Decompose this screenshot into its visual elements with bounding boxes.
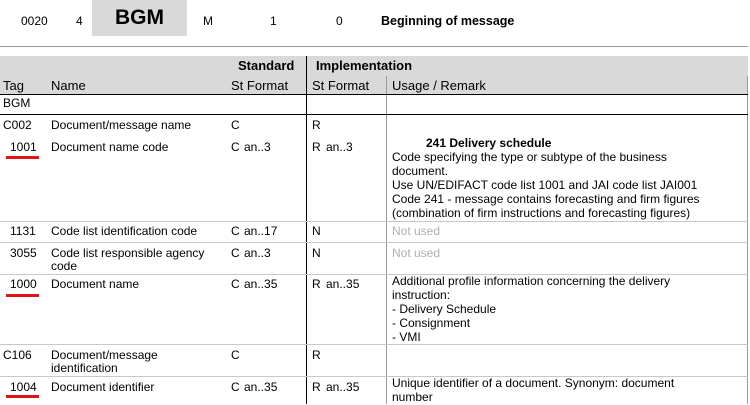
table-row-tag: 1131 bbox=[10, 224, 36, 238]
table-row-status: C bbox=[231, 118, 240, 132]
table-row-impl-format: an..35 bbox=[326, 380, 360, 394]
divider-right bbox=[747, 76, 748, 404]
segment-header bbox=[0, 0, 750, 44]
table-row-impl-status: N bbox=[312, 224, 321, 238]
segment-status: M bbox=[203, 14, 213, 28]
highlight-underline bbox=[6, 294, 39, 297]
table-row-name: Document identifier bbox=[51, 380, 155, 394]
segment-extra: 0 bbox=[336, 14, 343, 28]
table-row-impl-format: an..3 bbox=[326, 140, 353, 154]
row-divider bbox=[0, 242, 748, 243]
usage-title: 241 Delivery schedule bbox=[426, 136, 552, 150]
table-row-name: Document name code bbox=[51, 140, 169, 154]
usage-line: - Consignment bbox=[392, 316, 471, 330]
usage-not-used: Not used bbox=[392, 246, 441, 260]
table-row-format: an..35 bbox=[244, 277, 278, 291]
table-row-tag: 1001 bbox=[10, 140, 37, 154]
table-row-tag: C106 bbox=[3, 348, 32, 362]
table-row-format: an..17 bbox=[244, 224, 278, 238]
table-row-name-cont: identification bbox=[51, 361, 118, 375]
table-row-format: an..3 bbox=[244, 246, 271, 260]
highlight-underline bbox=[6, 156, 39, 159]
table-row-tag: 1000 bbox=[10, 277, 37, 291]
table-row-tag: 1004 bbox=[10, 380, 37, 394]
col-std-format-header: St Format bbox=[231, 78, 289, 93]
table-row-impl-status: N bbox=[312, 246, 321, 260]
table-row-name: Code list responsible agency bbox=[51, 246, 205, 260]
table-row-name: Code list identification code bbox=[51, 224, 198, 238]
table-row-tag: BGM bbox=[3, 96, 31, 110]
header-divider bbox=[0, 46, 748, 47]
row-divider bbox=[0, 344, 748, 345]
table-row-impl-status: R bbox=[312, 380, 321, 394]
standard-header: Standard bbox=[238, 58, 295, 73]
table-row-status: C bbox=[231, 348, 240, 362]
usage-line: instruction: bbox=[392, 288, 451, 302]
col-usage-header: Usage / Remark bbox=[392, 78, 486, 93]
table-row-tag: C002 bbox=[3, 118, 32, 132]
table-row-impl-status: R bbox=[312, 348, 321, 362]
header-bottom-line bbox=[0, 94, 748, 95]
table-row-format: an..3 bbox=[244, 140, 271, 154]
col-tag-header: Tag bbox=[3, 78, 24, 93]
table-row-impl-status: R bbox=[312, 277, 321, 291]
table-row-name: Document name bbox=[51, 277, 140, 291]
table-row-name-cont: code bbox=[51, 259, 78, 273]
table-row-status: C bbox=[231, 246, 240, 260]
col-impl-format-header: St Format bbox=[312, 78, 370, 93]
table-row-status: C bbox=[231, 380, 240, 394]
segment-title: Beginning of message bbox=[381, 14, 515, 28]
table-row-status: C bbox=[231, 140, 240, 154]
table-row-impl-format: an..35 bbox=[326, 277, 360, 291]
divider-usage bbox=[386, 76, 387, 404]
table-row-format: an..35 bbox=[244, 380, 278, 394]
table-row-status: C bbox=[231, 224, 240, 238]
usage-line: - Delivery Schedule bbox=[392, 302, 497, 316]
row-divider bbox=[0, 221, 748, 222]
table-column-header bbox=[0, 76, 748, 94]
table-row-name: Document/message name bbox=[51, 118, 192, 132]
usage-not-used: Not used bbox=[392, 224, 441, 238]
segment-repeat: 1 bbox=[270, 14, 277, 28]
highlight-underline bbox=[6, 395, 39, 398]
segment-level: 4 bbox=[76, 14, 83, 28]
implementation-header: Implementation bbox=[316, 58, 413, 73]
usage-line: Additional profile information concerning the delivery bbox=[392, 274, 671, 288]
usage-line: Code specifying the type or subtype of the business bbox=[392, 150, 667, 164]
table-row-name: Document/message bbox=[51, 348, 158, 362]
table-group-header bbox=[0, 56, 748, 76]
table-row-status: C bbox=[231, 277, 240, 291]
usage-line: Code 241 - message contains forecasting and firm figures bbox=[392, 192, 700, 206]
segment-tag: BGM bbox=[115, 6, 164, 29]
usage-line: Use UN/EDIFACT code list 1001 and JAI code list JAI001 bbox=[392, 178, 698, 192]
segment-position: 0020 bbox=[21, 14, 48, 28]
usage-line: document. bbox=[392, 164, 449, 178]
table-row-tag: 3055 bbox=[10, 246, 37, 260]
table-row-impl-status: R bbox=[312, 118, 321, 132]
usage-line: (combination of firm instructions and forecasting figures) bbox=[392, 206, 691, 220]
row-divider bbox=[0, 114, 748, 115]
usage-line: - VMI bbox=[392, 330, 421, 344]
table-row-impl-status: R bbox=[312, 140, 321, 154]
usage-line: Unique identifier of a document. Synonym: document bbox=[392, 376, 675, 390]
usage-line: number bbox=[392, 390, 433, 404]
divider-standard-impl bbox=[306, 56, 307, 404]
col-name-header: Name bbox=[51, 78, 86, 93]
